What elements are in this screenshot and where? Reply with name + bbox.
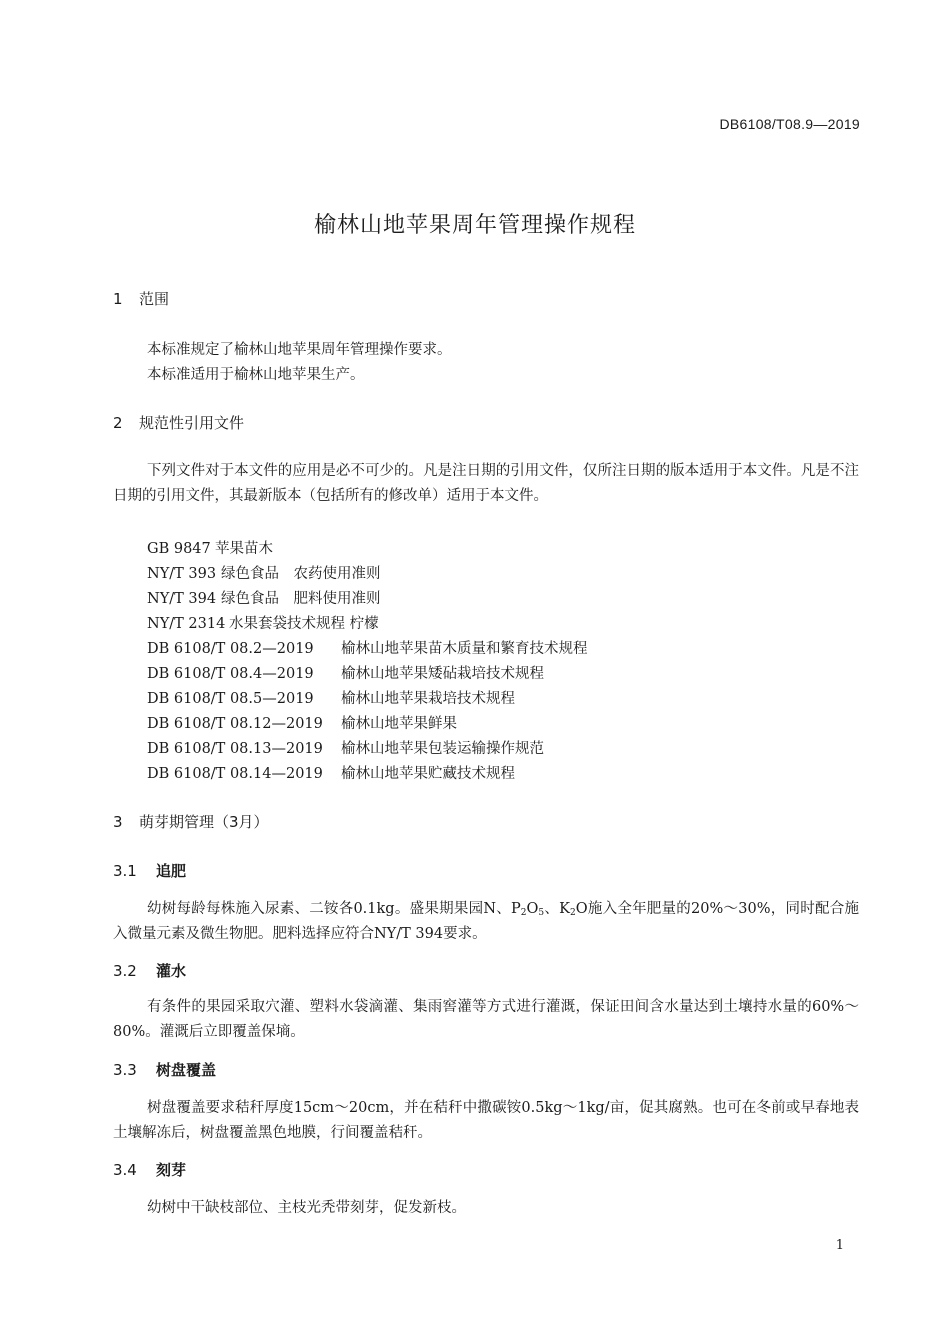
subscript: 2	[569, 908, 576, 918]
subsection-3-4-heading	[113, 1159, 186, 1180]
scope-line-2: 本标准适用于榆林山地苹果生产。	[147, 367, 365, 383]
reference-code: DB 6108/T 08.13—2019	[147, 741, 323, 757]
subsection-number: 3.3	[113, 1061, 137, 1079]
section-2-heading	[113, 412, 244, 433]
reference-item	[147, 737, 544, 758]
section-title: 规范性引用文件	[139, 414, 245, 432]
reference-name: 榆林山地苹果苗木质量和繁育技术规程	[341, 641, 588, 657]
fertilizing-text-b: O	[526, 901, 539, 917]
reference-item	[147, 662, 544, 683]
section-number: 3	[113, 813, 123, 831]
section-number: 1	[113, 290, 123, 308]
scope-line-1: 本标准规定了榆林山地苹果周年管理操作要求。	[147, 342, 452, 358]
reference-name: 榆林山地苹果栽培技术规程	[341, 691, 515, 707]
subsection-title: 追肥	[156, 862, 187, 880]
reference-code: DB 6108/T 08.5—2019	[147, 691, 314, 707]
reference-item	[147, 587, 381, 608]
section-number: 2	[113, 414, 123, 432]
section-1-heading	[113, 288, 169, 309]
subsection-title: 刻芽	[156, 1161, 187, 1179]
reference-item	[147, 762, 515, 783]
fertilizing-text-a: 幼树每龄每株施入尿素、二铵各0.1kg。盛果期果园N、P	[147, 901, 521, 917]
reference-name: 绿色食品 农药使用准则	[221, 566, 381, 582]
reference-name: 榆林山地苹果矮砧栽培技术规程	[341, 666, 544, 682]
reference-code: DB 6108/T 08.2—2019	[147, 641, 314, 657]
section-title: 萌芽期管理（3月）	[139, 813, 269, 831]
page-number: 1	[835, 1238, 844, 1253]
subscript: 5	[538, 908, 545, 918]
reference-code: DB 6108/T 08.12—2019	[147, 716, 323, 732]
subsection-3-2-heading	[113, 960, 186, 981]
subsection-3-1-heading	[113, 860, 186, 881]
subsection-number: 3.4	[113, 1161, 137, 1179]
reference-name: 水果套袋技术规程 柠檬	[229, 616, 379, 632]
subsection-title: 树盘覆盖	[156, 1061, 217, 1079]
references-intro: 下列文件对于本文件的应用是必不可少的。凡是注日期的引用文件，仅所注日期的版本适用于本文件。凡是不注日期的引用文件，其最新版本（包括所有的修改单）适用于本文件。	[113, 463, 859, 504]
reference-name: 榆林山地苹果贮藏技术规程	[341, 766, 515, 782]
reference-item	[147, 562, 381, 583]
bud-notching-paragraph: 幼树中干缺枝部位、主枝光秃带刻芽，促发新枝。	[147, 1200, 466, 1216]
reference-code: NY/T 2314	[147, 616, 226, 632]
reference-name: 苹果苗木	[215, 541, 273, 557]
section-title: 范围	[139, 290, 170, 308]
page-title: 榆林山地苹果周年管理操作规程	[313, 213, 636, 238]
fertilizing-text-c: 、K	[544, 901, 570, 917]
fertilizing-paragraph	[113, 897, 859, 947]
reference-name: 榆林山地苹果鲜果	[341, 716, 457, 732]
reference-code: DB 6108/T 08.14—2019	[147, 766, 323, 782]
document-code: DB6108/T08.9—2019	[719, 116, 860, 132]
reference-item	[147, 712, 457, 733]
section-3-heading	[113, 811, 269, 832]
reference-item	[147, 637, 588, 658]
irrigation-paragraph: 有条件的果园采取穴灌、塑料水袋滴灌、集雨窖灌等方式进行灌溉，保证田间含水量达到土壤持水量的60%～80%。灌溉后立即覆盖保墒。	[113, 999, 859, 1040]
reference-code: NY/T 393	[147, 566, 217, 582]
reference-item	[147, 687, 515, 708]
reference-code: GB 9847	[147, 541, 211, 557]
reference-name: 绿色食品 肥料使用准则	[221, 591, 381, 607]
mulching-paragraph: 树盘覆盖要求秸秆厚度15cm～20cm，并在秸秆中撒碳铵0.5kg～1kg/亩，促其腐熟。也可在冬前或早春地表土壤解冻后，树盘覆盖黑色地膜，行间覆盖秸秆。	[113, 1100, 859, 1141]
subsection-number: 3.2	[113, 962, 137, 980]
subsection-3-3-heading	[113, 1059, 216, 1080]
reference-code: NY/T 394	[147, 591, 217, 607]
subsection-title: 灌水	[156, 962, 187, 980]
reference-name: 榆林山地苹果包装运输操作规范	[341, 741, 544, 757]
fertilizing-text-d: O施入全年肥量的20%～30%，同时配合施入微量元素及微生物肥。肥料选择应符合NY/T 394要求。	[113, 901, 859, 942]
reference-item	[147, 537, 273, 558]
subsection-number: 3.1	[113, 862, 137, 880]
reference-item	[147, 612, 379, 633]
subscript: 2	[520, 908, 527, 918]
reference-code: DB 6108/T 08.4—2019	[147, 666, 314, 682]
